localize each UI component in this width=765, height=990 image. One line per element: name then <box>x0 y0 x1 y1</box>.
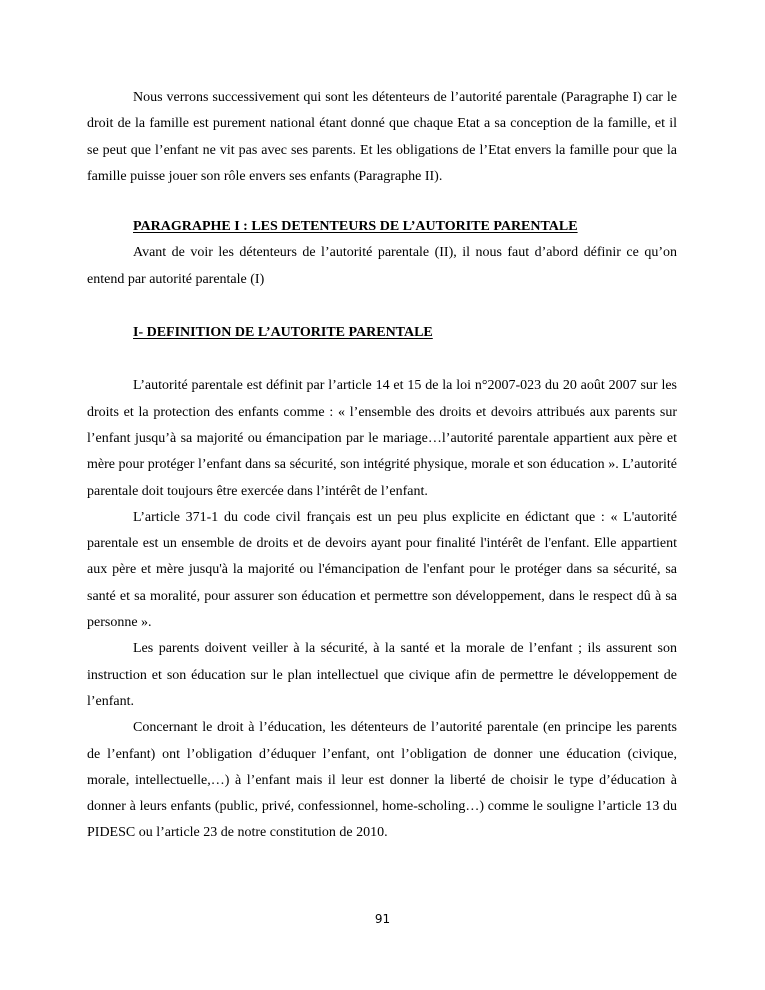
page-body <box>87 85 677 847</box>
spacer <box>87 346 677 373</box>
body-paragraph: L’article 371-1 du code civil français est un peu plus explicite en édictant que : « L'autorité parentale est un ensemble de droits et de devoirs ayant pour finalité l'intérêt de l'enfant. Elle appartient aux père et mère jusqu'à la majorité ou l'émancipation de l'enfant pour le protéger dans sa sécurité, sa santé et sa moralité, pour assurer son éducation et permettre son développement, dans le respect dû à sa personne ». <box>87 509 677 631</box>
page-number: 91 <box>374 912 391 926</box>
section-heading: PARAGRAPHE I : LES DETENTEURS DE L’AUTORITE PARENTALE <box>133 219 578 235</box>
intro-paragraph: Nous verrons successivement qui sont les détenteurs de l’autorité parentale (Paragraphe I) car le droit de la famille est purement national étant donné que chaque Etat a sa conception de la famille, et il se peut que l’enfant ne vit pas avec ses parents. Et les obligations de l’Etat envers la famille pour que la famille puisse jouer son rôle envers ses enfants (Paragraphe II). <box>87 90 677 184</box>
subsection-heading: I- DEFINITION DE L’AUTORITE PARENTALE <box>133 325 433 341</box>
body-paragraph: Les parents doivent veiller à la sécurité, à la santé et la morale de l’enfant ; ils assurent son instruction et son éducation sur le plan intellectuel que civique afin de permettre le développement de l’enfant. <box>87 641 677 709</box>
section-intro-paragraph: Avant de voir les détenteurs de l’autorité parentale (II), il nous faut d’abord définir ce qu’on entend par autorité parentale (I) <box>87 245 677 287</box>
spacer <box>87 293 677 320</box>
body-paragraph: Concernant le droit à l’éducation, les détenteurs de l’autorité parentale (en principe les parents de l’enfant) ont l’obligation d’éduquer l’enfant, ont l’obligation de donner une éducation (civique, morale, intellectuelle,…) à l’enfant mais il leur est donner la liberté de choisir le type d’éducation à donner à leurs enfants (public, privé, confessionnel, home-scholing…) comme le souligne l’article 13 du PIDESC ou l’article 23 de notre constitution de 2010. <box>87 720 677 841</box>
spacer <box>87 190 677 214</box>
body-paragraph: L’autorité parentale est définit par l’article 14 et 15 de la loi n°2007-023 du 20 août 2007 sur les droits et la protection des enfants comme : « l’ensemble des droits et devoirs attribués aux parents sur l’enfant jusqu’à sa majorité ou émancipation par le mariage…l’autorité parentale appartient aux père et mère pour protéger l’enfant dans sa sécurité, son intégrité physique, morale et son éducation ». L’autorité parentale doit toujours être exercée dans l’intérêt de l’enfant. <box>87 378 677 499</box>
